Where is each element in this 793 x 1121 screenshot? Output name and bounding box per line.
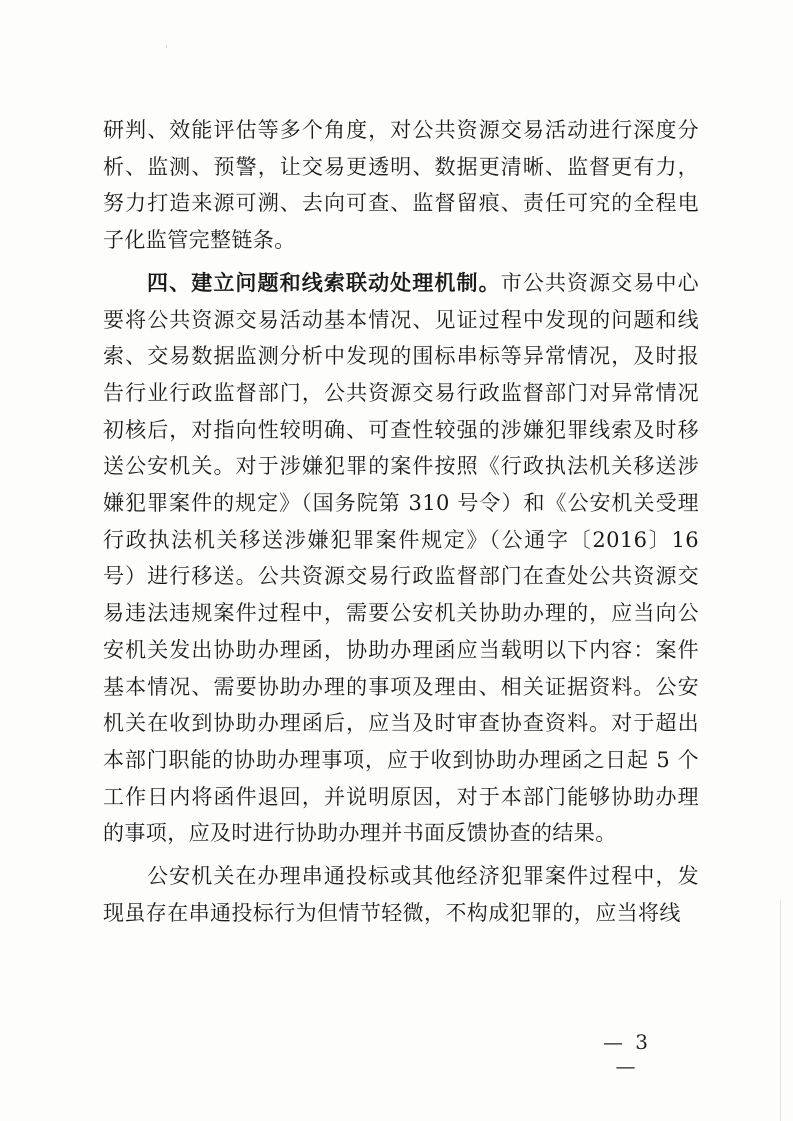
scan-edge-line: [780, 900, 781, 1121]
page-number: — 3 —: [602, 1030, 652, 1078]
paragraph-continuation: 研判、效能评估等多个角度，对公共资源交易活动进行深度分析、监测、预警，让交易更透明、数据更清晰、监督更有力，努力打造来源可溯、去向可查、监督留痕、责任可究的全程电子化监管完整链条。: [103, 118, 699, 253]
section-body: 市公共资源交易中心要将公共资源交易活动基本情况、见证过程中发现的问题和线索、交易数据监测分析中发现的围标串标等异常情况，及时报告行业行政监督部门，公共资源交易行政监督部门对异常情况初核后，对指向性较明确、可查性较强的涉嫌犯罪线索及时移送公安机关。对于涉嫌犯罪的案件按照《行政执法机关移送涉嫌犯罪案件的规定》（国务院第 310 号令）和《公安机关受理行政执法机关移送涉嫌犯罪案件规定》（公通字〔2016〕16 号）进行移送。公共资源交易行政监督部门在查处公共资源交易违法违规案件过程中，需要公安机关协助办理的，应当向公安机关发出协助办理函，协助办理函应当载明以下内容：案件基本情况、需要协助办理的事项及理由、相关证据资料。公安机关在收到协助办理函后，应当及时审查协查资料。对于超出本部门职能的协助办理事项，应于收到协助办理函之日起 5 个工作日内将函件退回，并说明原因，对于本部门能够协助办理的事项，应及时进行协助办理并书面反馈协查的结果。: [103, 270, 699, 846]
section-heading: 四、建立问题和线索联动处理机制。: [147, 270, 501, 295]
paragraph-police: 公安机关在办理串通投标或其他经济犯罪案件过程中，发现虽存在串通投标行为但情节轻微，不构成犯罪的，应当将线: [103, 864, 699, 925]
paragraph-section-four: [103, 265, 699, 852]
document-body: [103, 112, 699, 931]
scan-speck: [166, 45, 167, 48]
